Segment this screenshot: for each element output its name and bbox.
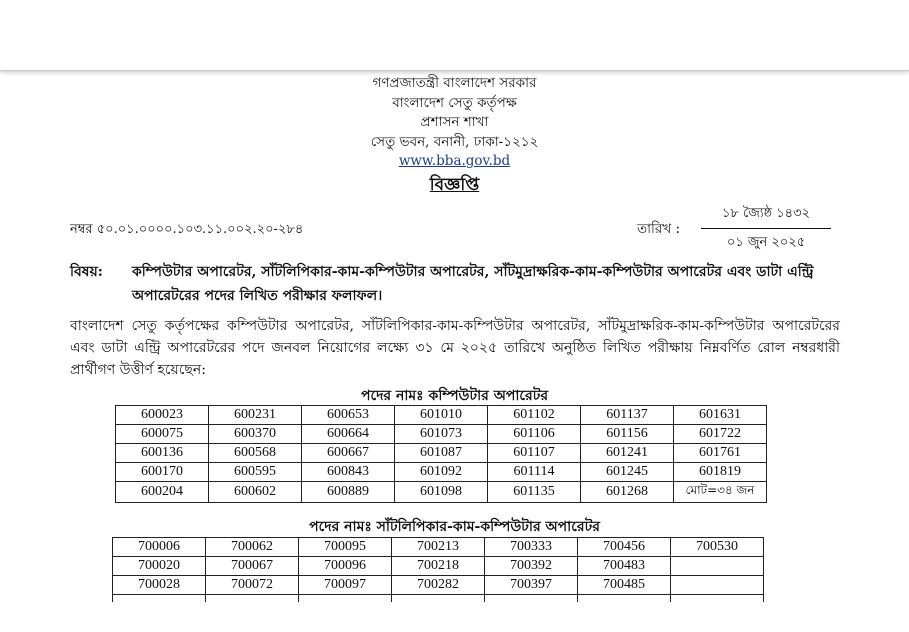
roll-cell: 700456 — [578, 538, 671, 557]
roll-cell: 601137 — [581, 406, 674, 425]
table-row — [113, 538, 764, 557]
section-title-stenographer: পদের নামঃ সাঁটলিপিকার-কাম-কম্পিউটার অপারেটর — [309, 519, 600, 535]
roll-cell: 700485 — [578, 576, 671, 595]
roll-cell: 601010 — [395, 406, 488, 425]
date-bangla: ১৮ জ্যৈষ্ঠ ১৪৩২ — [701, 204, 831, 229]
roll-cell: 600075 — [116, 425, 209, 444]
roll-cell: 700062 — [206, 538, 299, 557]
roll-cell: 600568 — [209, 444, 302, 463]
empty-cell — [671, 557, 764, 576]
roll-cell: 700028 — [113, 576, 206, 595]
roll-cell: 700213 — [392, 538, 485, 557]
date-label: তারিখ : — [637, 221, 681, 237]
roll-cell: 700530 — [671, 538, 764, 557]
roll-cell: 600136 — [116, 444, 209, 463]
roll-cell: 601819 — [674, 463, 767, 482]
roll-cell: 601245 — [581, 463, 674, 482]
roll-cell: 600231 — [209, 406, 302, 425]
roll-cell: 601106 — [488, 425, 581, 444]
table-row — [116, 406, 767, 425]
header-branch: প্রশাসন শাখা — [420, 114, 489, 130]
roll-cell: 700095 — [299, 538, 392, 557]
subject-text: কম্পিউটার অপারেটর, সাঁটলিপিকার-কাম-কম্পিউটার অপারেটর, সাঁটমুদ্রাক্ষরিক-কাম-কম্পিউটার অপারেটর এবং ডাটা এন্ট্রি অপারেটরের পদের লিখিত পরীক্ষার ফলাফল। — [132, 264, 814, 304]
header-authority: বাংলাদেশ সেতু কর্তৃপক্ষ — [392, 95, 517, 111]
roll-cell: 700218 — [392, 557, 485, 576]
roll-cell: 700096 — [299, 557, 392, 576]
roll-cell: 700072 — [206, 576, 299, 595]
viewer-top-bar — [0, 0, 909, 71]
subject-label: বিষয়: — [70, 264, 103, 280]
notice-title-row — [0, 176, 909, 195]
roll-cell: 600889 — [302, 482, 395, 503]
roll-cell: 601631 — [674, 406, 767, 425]
table-row — [113, 576, 764, 595]
table-row — [113, 557, 764, 576]
roll-cell: 600843 — [302, 463, 395, 482]
roll-cell: 600170 — [116, 463, 209, 482]
roll-cell: 700006 — [113, 538, 206, 557]
roll-cell: 600653 — [302, 406, 395, 425]
total-count-cell: মোট=৩৪ জন — [674, 482, 767, 503]
roll-cell: 601241 — [581, 444, 674, 463]
website-link[interactable]: www.bba.gov.bd — [398, 153, 511, 169]
notice-title: বিজ্ঞপ্তি — [429, 175, 480, 195]
roll-cell: 600667 — [302, 444, 395, 463]
roll-cell: 601087 — [395, 444, 488, 463]
table-row — [116, 463, 767, 482]
roll-cell: 601135 — [488, 482, 581, 503]
empty-cell — [671, 576, 764, 595]
results-table-computer-operator — [115, 405, 767, 503]
roll-cell: 600204 — [116, 482, 209, 503]
roll-cell: 700397 — [485, 576, 578, 595]
roll-cell: 600664 — [302, 425, 395, 444]
roll-cell: 601098 — [395, 482, 488, 503]
roll-cell: 601268 — [581, 482, 674, 503]
roll-cell: 700392 — [485, 557, 578, 576]
roll-cell: 700282 — [392, 576, 485, 595]
header-government: গণপ্রজাতন্ত্রী বাংলাদেশ সরকার — [372, 75, 537, 91]
roll-cell: 601156 — [581, 425, 674, 444]
date-gregorian: ০১ জুন ২০২৫ — [726, 235, 806, 250]
header-address: সেতু ভবন, বনানী, ঢাকা-১২১২ — [370, 134, 539, 150]
section-title-computer-operator: পদের নামঃ কম্পিউটার অপারেটর — [360, 388, 549, 404]
roll-cell: 601092 — [395, 463, 488, 482]
body-paragraph: বাংলাদেশ সেতু কর্তৃপক্ষের কম্পিউটার অপারেটর, সাঁটলিপিকার-কাম-কম্পিউটার অপারেটর, সাঁটমুদ্রাক্ষরিক-কাম-কম্পিউটার অপারেটরের এবং ডাটা এন্ট্রি অপারেটরের পদে জনবল নিয়োগের লক্ষ্যে ৩১ মে ২০২৫ তারিখে অনুষ্ঠিত লিখিত পরীক্ষায় নিম্নবর্ণিত রোল নম্বরধারী প্রার্থীগণ উত্তীর্ণ হয়েছেন: — [70, 318, 840, 378]
table-row — [116, 482, 767, 503]
roll-cell: 600023 — [116, 406, 209, 425]
roll-cell: 601073 — [395, 425, 488, 444]
roll-cell: 601114 — [488, 463, 581, 482]
roll-cell: 601102 — [488, 406, 581, 425]
header-website-row — [0, 152, 909, 170]
roll-cell: 700067 — [206, 557, 299, 576]
roll-cell: 600370 — [209, 425, 302, 444]
roll-cell: 700483 — [578, 557, 671, 576]
memo-number: নম্বর ৫০.০১.০০০০.১০৩.১১.০০২.২০-২৮৪ — [70, 222, 304, 237]
notice-document — [0, 72, 909, 632]
roll-cell: 601761 — [674, 444, 767, 463]
roll-cell: 700020 — [113, 557, 206, 576]
roll-cell: 600595 — [209, 463, 302, 482]
roll-cell: 601107 — [488, 444, 581, 463]
date-box — [701, 204, 831, 254]
roll-cell: 600602 — [209, 482, 302, 503]
roll-cell: 700333 — [485, 538, 578, 557]
page-bottom-mask — [0, 602, 909, 632]
table-row — [116, 444, 767, 463]
roll-cell: 700097 — [299, 576, 392, 595]
roll-cell: 601722 — [674, 425, 767, 444]
table-row — [116, 425, 767, 444]
